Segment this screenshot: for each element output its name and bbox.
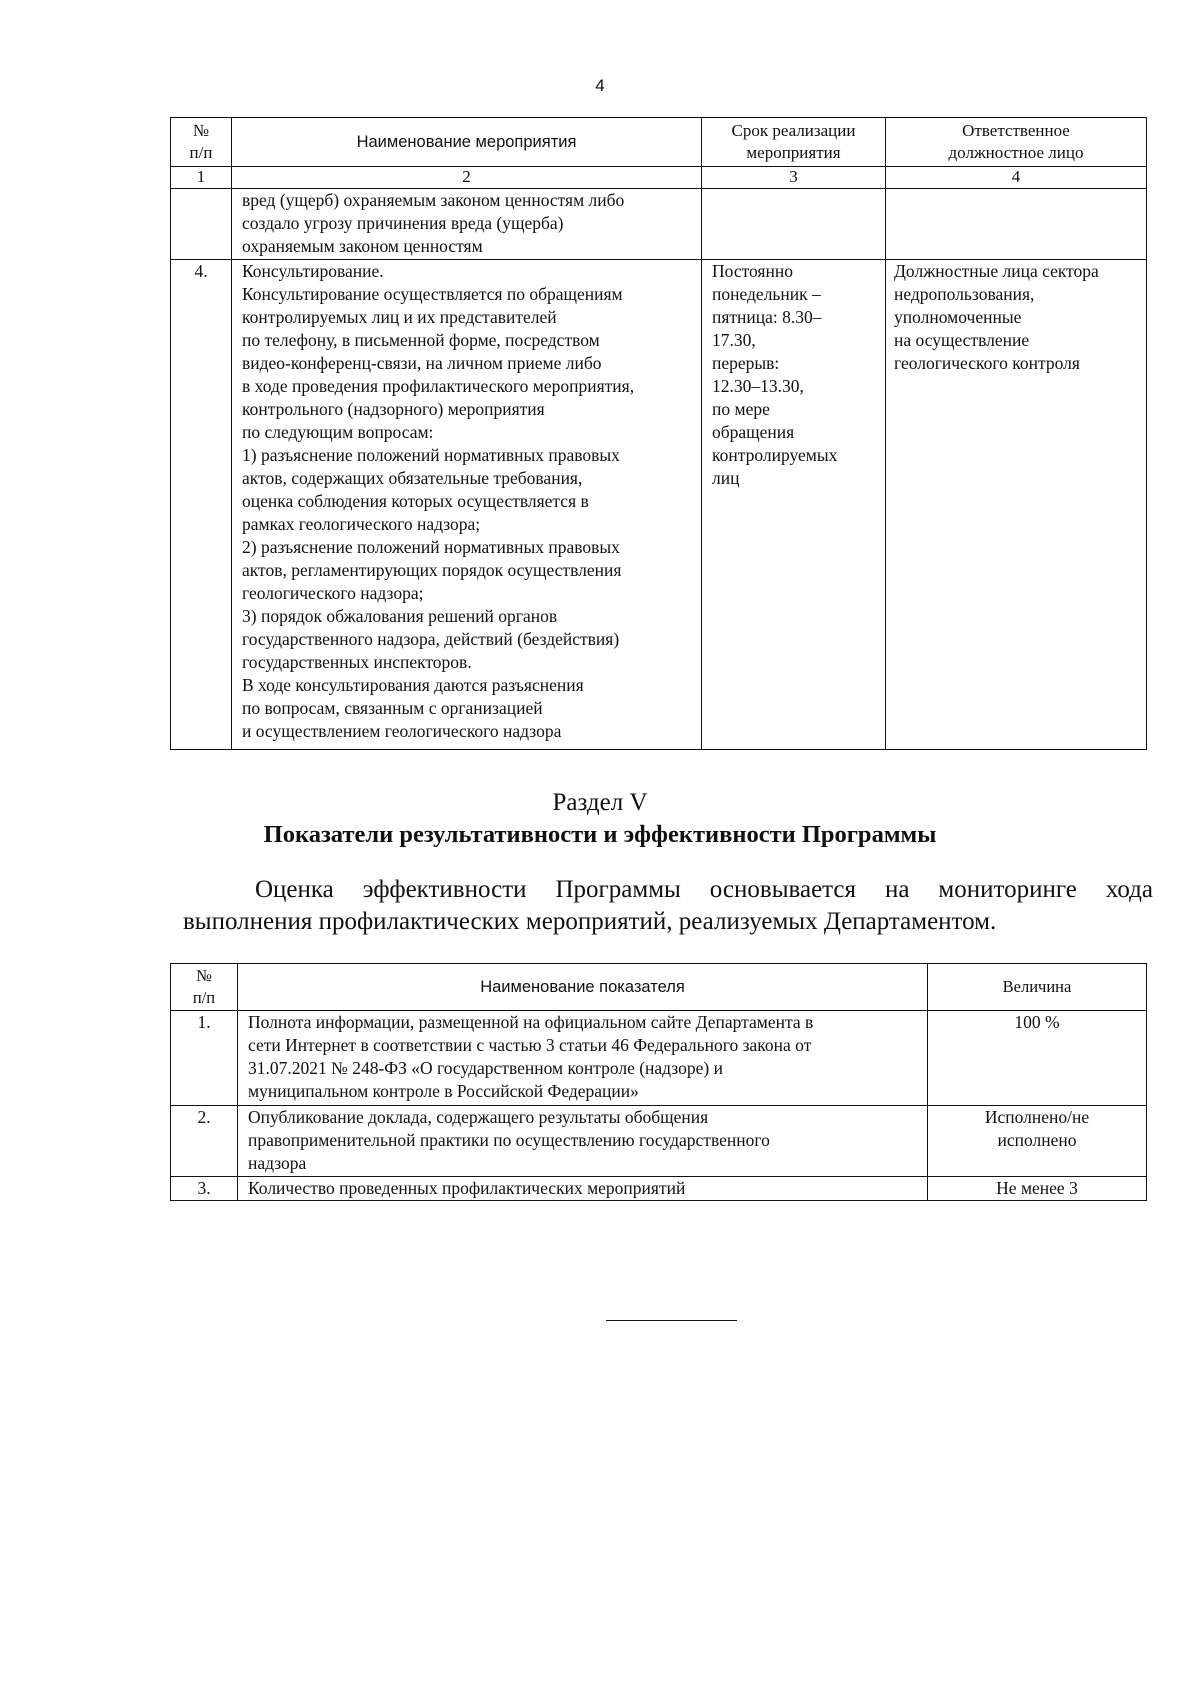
- row-indicator-text: [238, 1011, 928, 1106]
- header-num-line1: №: [192, 121, 210, 140]
- text-line: геологического надзора;: [242, 583, 424, 603]
- header-value: Величина: [928, 964, 1147, 1011]
- activities-header-row: [171, 118, 1147, 167]
- text-line: контролируемых лиц и их представителей: [242, 307, 557, 327]
- row-num: 3.: [171, 1177, 238, 1201]
- row-indicator-text: [238, 1106, 928, 1177]
- col-number-4: 4: [886, 167, 1147, 189]
- text-line: на осуществление: [894, 330, 1030, 350]
- table-row: [171, 1011, 1147, 1106]
- row-activity-text: [232, 260, 702, 750]
- text-line: и осуществлением геологического надзора: [242, 721, 562, 741]
- text-line: Должностные лица сектора: [894, 261, 1099, 281]
- text-line: Консультирование осуществляется по обращениям: [242, 284, 623, 304]
- row-responsible: [886, 260, 1147, 750]
- text-line: 1) разъяснение положений нормативных правовых: [242, 445, 620, 465]
- text-line: муниципальном контроле в Российской Федерации»: [248, 1081, 639, 1101]
- text-line: оценка соблюдения которых осуществляется в: [242, 491, 589, 511]
- text-line: 2) разъяснение положений нормативных правовых: [242, 537, 620, 557]
- text-line: рамках геологического надзора;: [242, 514, 481, 534]
- paragraph-line-1: Оценка эффективности Программы основывается на мониторинге хода: [255, 876, 1153, 903]
- row-num: 4.: [171, 260, 232, 750]
- text-line: 3) порядок обжалования решений органов: [242, 606, 558, 626]
- text-line: Постоянно: [712, 261, 793, 281]
- text-line: лиц: [712, 468, 740, 488]
- indicators-header-row: [171, 964, 1147, 1011]
- header-indicator-name: Наименование показателя: [238, 964, 928, 1011]
- text-line: вред (ущерб) охраняемым законом ценностям либо: [242, 190, 625, 210]
- text-line: сети Интернет в соответствии с частью 3 статьи 46 Федерального закона от: [248, 1035, 812, 1055]
- text-line: по следующим вопросам:: [242, 422, 434, 442]
- header-activity-name: Наименование мероприятия: [232, 118, 702, 167]
- text-line: исполнено: [997, 1130, 1077, 1150]
- header-term-line1: Срок реализации: [731, 121, 856, 140]
- section-heading: Показатели результативности и эффективности Программы: [263, 821, 937, 848]
- activities-table: [170, 117, 1147, 750]
- text-line: по вопросам, связанным с организацией: [242, 698, 543, 718]
- header-term: [702, 118, 886, 167]
- row-value: [928, 1106, 1147, 1177]
- table-row: [171, 1106, 1147, 1177]
- text-line: охраняемым законом ценностям: [242, 236, 483, 256]
- header-term-line2: мероприятия: [746, 143, 841, 162]
- text-line: контрольного (надзорного) мероприятия: [242, 399, 545, 419]
- text-line: понедельник –: [712, 284, 821, 304]
- text-line: 100 %: [1014, 1012, 1060, 1032]
- end-of-document-rule: [606, 1320, 737, 1321]
- table-row: [171, 1177, 1147, 1201]
- row-indicator-text: [238, 1177, 928, 1201]
- header-resp-line2: должностное лицо: [948, 143, 1084, 162]
- column-numbers-row: [171, 167, 1147, 189]
- text-line: в ходе проведения профилактического мероприятия,: [242, 376, 635, 396]
- section-paragraph: [183, 874, 1153, 938]
- header-num: [171, 964, 238, 1011]
- row-responsible: [886, 189, 1147, 260]
- header-num-line1: №: [196, 966, 212, 985]
- header-responsible: [886, 118, 1147, 167]
- text-line: государственных инспекторов.: [242, 652, 472, 672]
- text-line: пятница: 8.30–: [712, 307, 822, 327]
- col-number-1: 1: [171, 167, 232, 189]
- row-num: 2.: [171, 1106, 238, 1177]
- text-line: создало угрозу причинения вреда (ущерба): [242, 213, 564, 233]
- text-line: перерыв:: [712, 353, 780, 373]
- text-line: 12.30–13.30,: [712, 376, 804, 396]
- col-number-2: 2: [232, 167, 702, 189]
- page-number: 4: [595, 76, 605, 95]
- header-num-line2: п/п: [189, 143, 213, 162]
- indicators-table: [170, 963, 1147, 1201]
- text-line: В ходе консультирования даются разъяснения: [242, 675, 584, 695]
- text-line: контролируемых: [712, 445, 838, 465]
- text-line: уполномоченные: [894, 307, 1022, 327]
- text-line: правоприменительной практики по осуществлению государственного: [248, 1130, 770, 1150]
- text-line: Исполнено/не: [984, 1107, 1090, 1127]
- text-line: 17.30,: [712, 330, 756, 350]
- text-line: актов, регламентирующих порядок осуществления: [242, 560, 622, 580]
- text-line: по мере: [712, 399, 770, 419]
- text-line: Количество проведенных профилактических мероприятий: [248, 1178, 686, 1198]
- row-term: [702, 189, 886, 260]
- header-resp-line1: Ответственное: [962, 121, 1070, 140]
- text-line: обращения: [712, 422, 795, 442]
- text-line: недропользования,: [894, 284, 1035, 304]
- table-row: [171, 189, 1147, 260]
- text-line: Полнота информации, размещенной на официальном сайте Департамента в: [248, 1012, 814, 1032]
- text-line: государственного надзора, действий (бездействия): [242, 629, 620, 649]
- col-number-3: 3: [702, 167, 886, 189]
- text-line: Опубликование доклада, содержащего результаты обобщения: [248, 1107, 709, 1127]
- section-title: Раздел V: [552, 789, 648, 816]
- text-line: актов, содержащих обязательные требования,: [242, 468, 583, 488]
- header-num: [171, 118, 232, 167]
- text-line: видео-конференц-связи, на личном приеме либо: [242, 353, 602, 373]
- row-activity-text: [232, 189, 702, 260]
- text-line: 31.07.2021 № 248-ФЗ «О государственном контроле (надзоре) и: [248, 1058, 723, 1078]
- paragraph-line-2: выполнения профилактических мероприятий, реализуемых Департаментом.: [183, 908, 997, 935]
- text-line: по телефону, в письменной форме, посредством: [242, 330, 600, 350]
- text-line: Консультирование.: [242, 261, 384, 281]
- header-num-line2: п/п: [192, 988, 216, 1007]
- row-term: [702, 260, 886, 750]
- row-value: [928, 1011, 1147, 1106]
- row-num: [171, 189, 232, 260]
- text-line: надзора: [248, 1153, 307, 1173]
- text-line: геологического контроля: [894, 353, 1080, 373]
- row-num: 1.: [171, 1011, 238, 1106]
- row-value: [928, 1177, 1147, 1201]
- table-row: [171, 260, 1147, 750]
- text-line: Не менее 3: [996, 1178, 1078, 1198]
